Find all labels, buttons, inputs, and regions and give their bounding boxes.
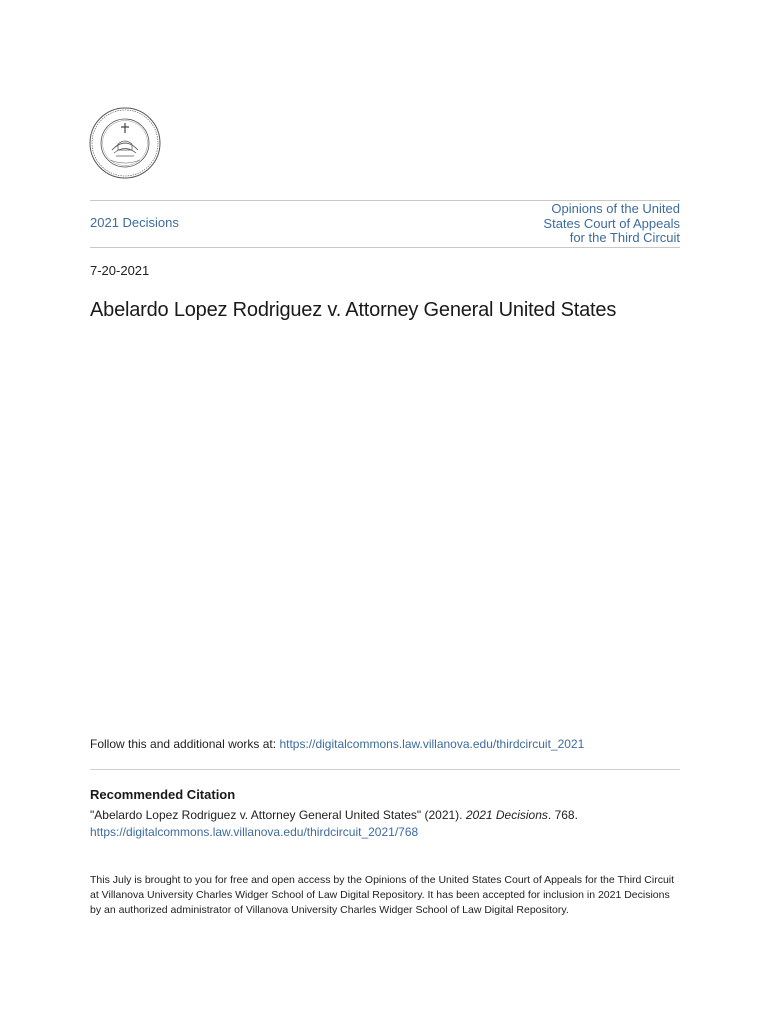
university-seal-icon bbox=[88, 106, 162, 180]
series-line-2: States Court of Appeals bbox=[543, 215, 680, 231]
citation-link[interactable]: https://digitalcommons.law.villanova.edu/thirdcircuit_2021/768 bbox=[90, 825, 419, 839]
citation-number: . 768. bbox=[547, 808, 578, 822]
series-line-3: for the Third Circuit bbox=[569, 230, 680, 245]
follow-prefix: Follow this and additional works at: bbox=[90, 737, 280, 751]
citation-heading: Recommended Citation bbox=[90, 787, 236, 802]
header-bottom-rule bbox=[90, 247, 680, 248]
follow-link[interactable]: https://digitalcommons.law.villanova.edu/thirdcircuit_2021 bbox=[279, 737, 585, 751]
citation-text bbox=[90, 807, 680, 841]
collection-link[interactable]: 2021 Decisions bbox=[90, 215, 179, 230]
citation-rule bbox=[90, 769, 680, 770]
repository-note: This July is brought to you for free and open access by the Opinions of the United States Court of Appeals for the Third Circuit at Villanova University Charles Widger School of Law Digital Repository. It has been accepted for inclusion in 2021 Decisions by an authorized administrator of Villanova University Charles Widger School of Law Digital Repository. bbox=[90, 874, 675, 916]
publication-date: 7-20-2021 bbox=[90, 263, 150, 278]
citation-pre: "Abelardo Lopez Rodriguez v. Attorney General United States" (2021). bbox=[90, 808, 466, 822]
citation-publication: 2021 Decisions bbox=[465, 808, 548, 822]
document-title: Abelardo Lopez Rodriguez v. Attorney General United States bbox=[90, 299, 617, 321]
series-line-1: Opinions of the United bbox=[551, 201, 680, 216]
follow-line bbox=[90, 737, 584, 751]
series-link[interactable] bbox=[480, 202, 680, 246]
